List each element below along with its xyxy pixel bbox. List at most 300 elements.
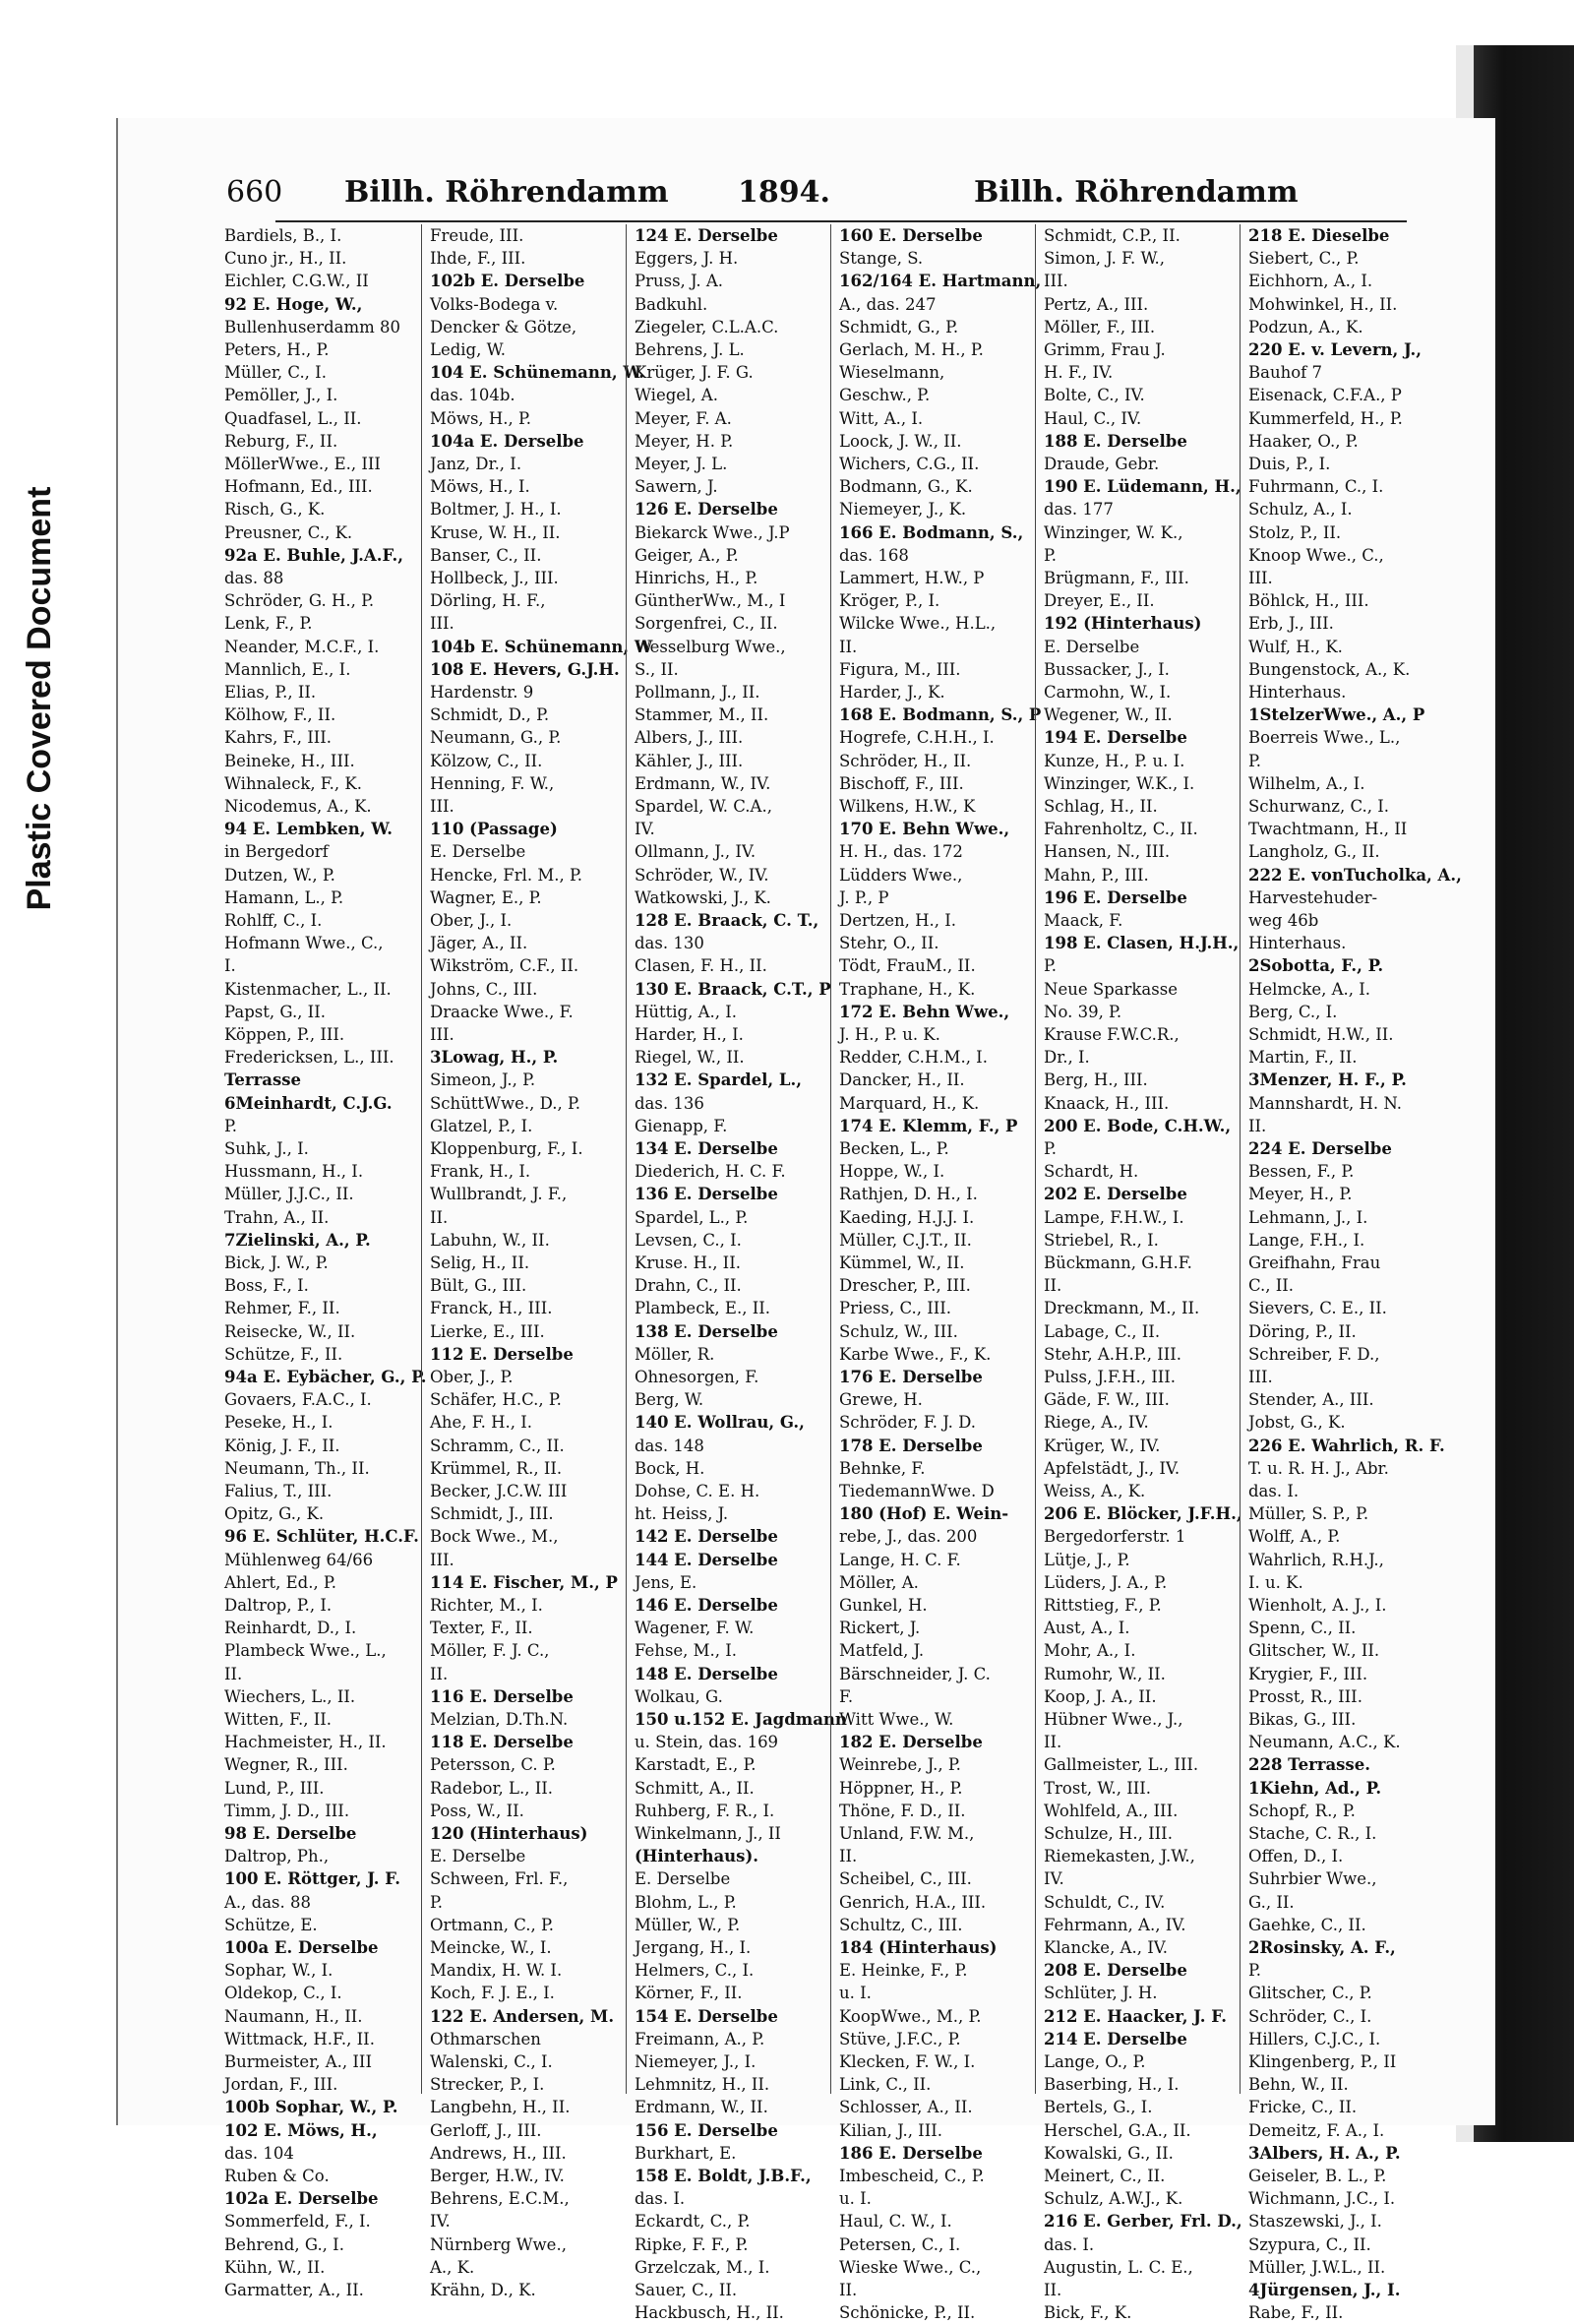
directory-entry: Volks-Bodega v.	[430, 294, 559, 314]
directory-entry: Mahn, P., III.	[1044, 865, 1149, 885]
directory-entry: Jens, E.	[635, 1572, 697, 1592]
directory-entry: Schopf, R., P.	[1248, 1801, 1356, 1820]
directory-entry: 116 E. Derselbe	[430, 1686, 574, 1706]
directory-entry: Opitz, G., K.	[224, 1504, 325, 1524]
directory-entry: Lange, F.H., I.	[1248, 1230, 1365, 1250]
directory-entry: Genrich, H.A., III.	[839, 1892, 987, 1912]
directory-entry: Niemeyer, J., K.	[839, 500, 967, 520]
directory-entry: Demeitz, F. A., I.	[1248, 2120, 1385, 2140]
directory-entry: 96 E. Schlüter, H.C.F.	[224, 1527, 419, 1547]
directory-entry: Stache, C. R., I.	[1248, 1824, 1377, 1843]
directory-entry: Sauer, C., II.	[635, 2281, 738, 2299]
directory-entry: Dancker, H., II.	[839, 1070, 965, 1090]
directory-entry: Sophar, W., I.	[224, 1961, 333, 1981]
directory-entry: Wegner, R., III.	[224, 1755, 348, 1775]
directory-entry: Burmeister, A., III	[224, 2052, 372, 2071]
directory-entry: Prosst, R., III.	[1248, 1686, 1362, 1706]
directory-entry: Mohwinkel, H., II.	[1248, 294, 1398, 314]
directory-entry: Mannshardt, H. N.	[1248, 1093, 1402, 1113]
directory-entry: Eggers, J. H.	[635, 249, 739, 269]
directory-entry: 4Jürgensen, J., I.	[1248, 2281, 1401, 2299]
directory-entry: Wikström, C.F., II.	[430, 956, 579, 976]
plastic-covered-text: Plastic Covered Document	[21, 486, 58, 911]
directory-entry: Schulz, A.W.J., K.	[1044, 2189, 1183, 2209]
directory-entry: Rabe, F., II.	[1248, 2303, 1344, 2323]
directory-entry: Mühlenweg 64/66	[224, 1550, 374, 1569]
directory-entry: Selig, H., II.	[430, 1254, 530, 1272]
directory-entry: Riemekasten, J.W.,	[1044, 1847, 1195, 1866]
directory-entry: Müller, S. P., P.	[1248, 1504, 1369, 1524]
directory-entry: 7Zielinski, A., P.	[224, 1230, 371, 1250]
directory-entry: E. Derselbe	[1044, 637, 1140, 656]
directory-entry: Schröder, C., I.	[1248, 2006, 1372, 2026]
directory-entry: 136 E. Derselbe	[635, 1185, 778, 1204]
directory-entry: Dohse, C. E. H.	[635, 1482, 760, 1500]
directory-entry: Lange, O., P.	[1044, 2052, 1146, 2071]
directory-entry: 160 E. Derselbe	[839, 226, 983, 245]
directory-entry: Möller, A.	[839, 1572, 919, 1592]
directory-entry: Johns, C., III.	[430, 979, 538, 999]
directory-entry: 102 E. Möws, H.,	[224, 2120, 378, 2140]
directory-entry: das. 136	[635, 1093, 704, 1113]
directory-entry: Riege, A., IV.	[1044, 1413, 1149, 1433]
directory-entry: Spardel, W. C.A.,	[635, 797, 772, 816]
directory-entry: Imbescheid, C., P.	[839, 2167, 985, 2185]
directory-entry: Neue Sparkasse	[1044, 979, 1178, 999]
directory-entry: Tödt, FrauM., II.	[839, 956, 976, 976]
directory-entry: Ober, J., I.	[430, 911, 513, 930]
directory-entry: Bessen, F., P.	[1248, 1162, 1355, 1182]
directory-entry: Rickert, J.	[839, 1619, 921, 1638]
page-number: 660	[226, 175, 283, 210]
directory-entry: Harvestehuder-	[1248, 887, 1378, 907]
directory-entry: Neumann, A.C., K.	[1248, 1733, 1401, 1752]
directory-entry: Gunkel, H.	[839, 1596, 928, 1615]
directory-entry: Behrens, J. L.	[635, 340, 745, 359]
directory-entry: Schulze, H., III.	[1044, 1824, 1173, 1843]
directory-entry: Wahrlich, R.H.J.,	[1248, 1550, 1384, 1569]
directory-entry: II.	[1044, 1733, 1062, 1752]
directory-entry: Rittstieg, F., P.	[1044, 1596, 1162, 1615]
directory-entry: Ober, J., P.	[430, 1368, 514, 1386]
directory-entry: II.	[224, 1664, 243, 1683]
directory-entry: Behrend, G., I.	[224, 2234, 344, 2254]
directory-entry: Falius, T., III.	[224, 1482, 333, 1500]
directory-entry: Aust, A., I.	[1044, 1619, 1130, 1638]
directory-entry: Beineke, H., III.	[224, 751, 355, 770]
directory-entry: Schlag, H., II.	[1044, 797, 1158, 816]
directory-entry: Boerreis Wwe., L.,	[1248, 728, 1401, 748]
directory-entry: das. 148	[635, 1436, 704, 1455]
directory-entry: 178 E. Derselbe	[839, 1436, 983, 1455]
directory-entry: Hansen, N., III.	[1044, 842, 1171, 862]
directory-entry: 146 E. Derselbe	[635, 1596, 778, 1615]
directory-entry: Ruben & Co.	[224, 2167, 330, 2185]
directory-entry: A., K.	[430, 2257, 475, 2277]
directory-entry: P.	[1248, 751, 1262, 770]
directory-entry: Dr., I.	[1044, 1048, 1090, 1068]
directory-entry: E. Derselbe	[430, 1847, 526, 1866]
directory-entry: Othmarschen	[430, 2029, 541, 2049]
directory-entry: Fredericksen, L., III.	[224, 1048, 394, 1068]
directory-entry: König, J. F., II.	[224, 1436, 340, 1455]
directory-entry: Duis, P., I.	[1248, 455, 1331, 473]
directory-entry: Wesselburg Wwe.,	[635, 637, 786, 656]
directory-entry: 92 E. Hoge, W.,	[224, 294, 363, 314]
directory-entry: P.	[430, 1892, 444, 1912]
directory-entry: Berger, H.W., IV.	[430, 2167, 565, 2185]
directory-entry: Henning, F. W.,	[430, 773, 555, 793]
directory-entry: Twachtmann, H., II	[1248, 820, 1408, 839]
directory-entry: Wieske Wwe., C.,	[839, 2257, 982, 2277]
directory-entry: Kruse, W. H., II.	[430, 522, 561, 542]
directory-entry: Rohlff, C., I.	[224, 911, 323, 930]
directory-entry: Kaeding, H.J.J. I.	[839, 1207, 975, 1227]
directory-entry: Hüttig, A., I.	[635, 1002, 738, 1021]
directory-entry: 112 E. Derselbe	[430, 1344, 574, 1364]
directory-entry: Timm, J. D., III.	[224, 1801, 350, 1820]
directory-entry: 1StelzerWwe., A., P	[1248, 705, 1425, 725]
directory-column-3	[626, 224, 847, 2323]
directory-entry: Berg, C., I.	[1248, 1002, 1338, 1021]
directory-entry: Govaers, F.A.C., I.	[224, 1390, 372, 1410]
directory-entry: Thöne, F. D., II.	[839, 1801, 966, 1820]
directory-entry: II.	[1248, 1116, 1267, 1135]
directory-entry: Eichhorn, A., I.	[1248, 272, 1373, 291]
directory-entry: Schardt, H.	[1044, 1162, 1139, 1182]
directory-entry: Greifhahn, Frau	[1248, 1254, 1381, 1272]
directory-entry: Podzun, A., K.	[1248, 317, 1363, 336]
directory-entry: 168 E. Bodmann, S., P	[839, 705, 1042, 725]
directory-entry: Labuhn, W., II.	[430, 1230, 550, 1250]
directory-entry: Peseke, H., I.	[224, 1413, 333, 1433]
directory-entry: 92a E. Buhle, J.A.F.,	[224, 545, 404, 565]
directory-entry: Krüger, J. F. G.	[635, 363, 754, 383]
directory-entry: 1Kiehn, Ad., P.	[1248, 1778, 1382, 1798]
directory-column-2	[421, 224, 653, 2299]
directory-entry: Hübner Wwe., J.,	[1044, 1710, 1183, 1729]
directory-entry: Nürnberg Wwe.,	[430, 2234, 567, 2254]
directory-entry: Schlüter, J. H.	[1044, 1984, 1158, 2003]
directory-entry: 142 E. Derselbe	[635, 1527, 778, 1547]
directory-entry: Diederich, H. C. F.	[635, 1162, 786, 1182]
directory-entry: 2Sobotta, F., P.	[1248, 956, 1384, 976]
directory-entry: Winzinger, W.K., I.	[1044, 773, 1195, 793]
directory-entry: Schäfer, H.C., P.	[430, 1390, 562, 1410]
directory-entry: Kähler, J., III.	[635, 751, 744, 770]
directory-entry: Berg, W.	[635, 1390, 704, 1410]
directory-entry: Sievers, C. E., II.	[1248, 1299, 1387, 1318]
directory-entry: Kühn, W., II.	[224, 2257, 326, 2277]
scan-margin-top	[0, 0, 1574, 45]
directory-column-4	[830, 224, 1042, 2323]
directory-entry: 144 E. Derselbe	[635, 1550, 778, 1569]
directory-entry: Walenski, C., I.	[430, 2052, 553, 2071]
directory-entry: Plambeck Wwe., L.,	[224, 1641, 387, 1661]
directory-entry: 98 E. Derselbe	[224, 1824, 357, 1843]
directory-entry: Erb, J., III.	[1248, 614, 1334, 634]
directory-entry: Simeon, J., P.	[430, 1070, 536, 1090]
directory-entry: 150 u.152 E. Jagdmann	[635, 1710, 847, 1729]
directory-entry: Traphane, H., K.	[839, 979, 976, 999]
directory-entry: Schramm, C., II.	[430, 1436, 565, 1455]
directory-entry: Witt, A., I.	[839, 408, 924, 428]
directory-entry: Suhk, J., I.	[224, 1139, 309, 1158]
directory-entry: Ohnesorgen, F.	[635, 1368, 759, 1386]
directory-entry: Kölhow, F., II.	[224, 705, 336, 725]
directory-entry: ht. Heiss, J.	[635, 1504, 729, 1524]
directory-entry: P.	[224, 1116, 238, 1135]
directory-entry: u. I.	[839, 1984, 872, 2003]
directory-entry: Kloppenburg, F., I.	[430, 1139, 583, 1158]
directory-entry: Ihde, F., III.	[430, 249, 526, 269]
directory-entry: Ripke, F. F., P.	[635, 2234, 749, 2254]
directory-entry: Reinhardt, D., I.	[224, 1619, 357, 1638]
directory-entry: Melzian, D.Th.N.	[430, 1710, 569, 1729]
directory-entry: Eisenack, C.F.A., P	[1248, 386, 1402, 405]
directory-entry: Schütze, E.	[224, 1915, 318, 1934]
directory-entry: Pulss, J.F.H., III.	[1044, 1368, 1177, 1386]
directory-entry: Lange, H. C. F.	[839, 1550, 961, 1569]
directory-entry: Janz, Dr., I.	[430, 455, 522, 473]
directory-entry: Cuno jr., H., II.	[224, 249, 347, 269]
directory-entry: Redder, C.H.M., I.	[839, 1048, 988, 1068]
directory-entry: 130 E. Braack, C.T., P	[635, 979, 831, 999]
directory-entry: Jordan, F., III.	[224, 2075, 338, 2095]
directory-entry: Wulf, H., K.	[1248, 637, 1343, 656]
directory-entry: Möws, H., I.	[430, 477, 530, 497]
directory-entry: Müller, C.J.T., II.	[839, 1230, 972, 1250]
directory-entry: Schulz, A., I.	[1248, 500, 1353, 520]
directory-entry: 184 (Hinterhaus)	[839, 1938, 998, 1957]
directory-entry: Hussmann, H., I.	[224, 1162, 364, 1182]
directory-entry: Marquard, H., K.	[839, 1093, 980, 1113]
directory-entry: Winzinger, W. K.,	[1044, 522, 1183, 542]
directory-entry: Boss, F., I.	[224, 1276, 309, 1296]
directory-entry: Fricke, C., II.	[1248, 2098, 1358, 2117]
directory-entry: Schreiber, F. D.,	[1248, 1344, 1380, 1364]
directory-entry: 218 E. Dieselbe	[1248, 226, 1390, 245]
directory-entry: Schmidt, C.P., II.	[1044, 226, 1180, 245]
directory-entry: TiedemannWwe. D	[839, 1482, 995, 1500]
directory-entry: Eckardt, C., P.	[635, 2212, 751, 2232]
directory-entry: H. H., das. 172	[839, 842, 963, 862]
directory-entry: Petersen, C., I.	[839, 2234, 961, 2254]
directory-entry: Simon, J. F. W.,	[1044, 249, 1166, 269]
directory-entry: J. H., P. u. K.	[839, 1025, 940, 1044]
directory-entry: Apfelstädt, J., IV.	[1044, 1458, 1180, 1478]
directory-entry: 3Lowag, H., P.	[430, 1048, 559, 1068]
directory-entry: Langholz, G., II.	[1248, 842, 1380, 862]
directory-entry: Haul, C. W., I.	[839, 2212, 952, 2232]
directory-entry: Krüger, W., IV.	[1044, 1436, 1161, 1455]
directory-entry: das. 177	[1044, 500, 1114, 520]
directory-entry: 192 (Hinterhaus)	[1044, 614, 1202, 634]
directory-entry: 190 E. Lüdemann, H.,	[1044, 477, 1241, 497]
directory-entry: Ahe, F. H., I.	[430, 1413, 533, 1433]
directory-entry: Bergedorferstr. 1	[1044, 1527, 1186, 1547]
directory-entry: Lütje, J., P.	[1044, 1550, 1130, 1569]
directory-entry: 198 E. Clasen, H.J.H.,	[1044, 934, 1240, 953]
directory-entry: Möller, F. J. C.,	[430, 1641, 550, 1661]
directory-entry: Möller, F., III.	[1044, 317, 1156, 336]
directory-entry: Hardenstr. 9	[430, 683, 534, 702]
directory-entry: Langbehn, H., II.	[430, 2098, 571, 2117]
directory-entry: Schmidt, H.W., II.	[1248, 1025, 1394, 1044]
directory-entry: S., II.	[635, 659, 679, 679]
directory-entry: Geschw., P.	[839, 386, 931, 405]
directory-entry: MöllerWwe., E., III	[224, 455, 381, 473]
directory-entry: Schurwanz, C., I.	[1248, 797, 1389, 816]
directory-entry: Augustin, L. C. E.,	[1044, 2257, 1193, 2277]
directory-entry: Hinrichs, H., P.	[635, 569, 758, 587]
directory-entry: Dörling, H. F.,	[430, 591, 546, 611]
directory-entry: Reisecke, W., II.	[224, 1321, 356, 1341]
directory-entry: Wienholt, A. J., I.	[1248, 1596, 1387, 1615]
directory-entry: 122 E. Andersen, M.	[430, 2006, 615, 2026]
directory-entry: Schween, Frl. F.,	[430, 1869, 569, 1889]
directory-entry: Terrasse	[224, 1070, 302, 1090]
directory-entry: Hachmeister, H., II.	[224, 1733, 387, 1752]
directory-entry: Schönicke, P., II.	[839, 2303, 976, 2323]
directory-entry: Preusner, C., K.	[224, 522, 353, 542]
directory-entry: Martin, F., II.	[1248, 1048, 1358, 1068]
directory-entry: Höppner, H., P.	[839, 1778, 963, 1798]
directory-entry: 224 E. Derselbe	[1248, 1139, 1392, 1158]
directory-entry: 216 E. Gerber, Frl. D.,	[1044, 2212, 1242, 2232]
directory-entry: Watkowski, J., K.	[635, 887, 771, 907]
directory-entry: Freude, III.	[430, 226, 524, 245]
directory-entry: Müller, J.W.L., II.	[1248, 2257, 1386, 2277]
directory-entry: Dertzen, H., I.	[839, 911, 956, 930]
directory-entry: Becker, J.C.W. III	[430, 1482, 568, 1500]
directory-entry: Peters, H., P.	[224, 340, 330, 359]
directory-entry: Bussacker, J., I.	[1044, 659, 1170, 679]
directory-entry: (Hinterhaus).	[635, 1847, 758, 1866]
directory-entry: Haaker, O., P.	[1248, 431, 1359, 451]
directory-entry: Bült, G., III.	[430, 1276, 527, 1296]
directory-entry: Hogrefe, C.H.H., I.	[839, 728, 995, 748]
directory-entry: 6Meinhardt, C.J.G.	[224, 1093, 393, 1113]
directory-entry: Burkhart, E.	[635, 2143, 737, 2163]
directory-page	[116, 118, 1495, 2323]
directory-entry: 228 Terrasse.	[1248, 1755, 1370, 1775]
directory-entry: das. 168	[839, 545, 909, 565]
directory-entry: 220 E. v. Levern, J.,	[1248, 340, 1423, 359]
directory-entry: Grzelczak, M., I.	[635, 2257, 770, 2277]
directory-entry: Haul, C., IV.	[1044, 408, 1142, 428]
directory-entry: Winkelmann, J., II	[635, 1824, 781, 1843]
directory-entry: Rumohr, W., II.	[1044, 1664, 1166, 1683]
directory-entry: Blohm, L., P.	[635, 1892, 737, 1912]
directory-entry: Risch, G., K.	[224, 500, 326, 520]
directory-entry: Grewe, H.	[839, 1390, 923, 1410]
directory-entry: III.	[430, 1550, 454, 1569]
directory-entry: Glitscher, C., P.	[1248, 1984, 1372, 2003]
directory-entry: Sommerfeld, F., I.	[224, 2212, 371, 2232]
directory-entry: Wagener, F. W.	[635, 1619, 755, 1638]
directory-entry: 102b E. Derselbe	[430, 272, 585, 291]
directory-entry: Krause F.W.C.R.,	[1044, 1025, 1180, 1044]
directory-entry: Körner, F., II.	[635, 1984, 743, 2003]
directory-entry: Wiechers, L., II.	[224, 1686, 356, 1706]
directory-entry: Striebel, R., I.	[1044, 1230, 1159, 1250]
directory-entry: Kröger, P., I.	[839, 591, 940, 611]
directory-entry: Drescher, P., III.	[839, 1276, 971, 1296]
directory-entry: Wilhelm, A., I.	[1248, 773, 1365, 793]
directory-entry: F.	[839, 1686, 854, 1706]
directory-entry: Bick, F., K.	[1044, 2303, 1132, 2323]
directory-entry: Bock, H.	[635, 1458, 705, 1478]
directory-entry: Wilcke Wwe., H.L.,	[839, 614, 997, 634]
directory-entry: rebe, J., das. 200	[839, 1527, 978, 1547]
directory-entry: Döring, P., II.	[1248, 1321, 1357, 1341]
directory-entry: Hinterhaus.	[1248, 683, 1347, 702]
directory-entry: Daltrop, Ph.,	[224, 1847, 330, 1866]
directory-entry: Loock, J. W., II.	[839, 431, 962, 451]
directory-entry: Carmohn, W., I.	[1044, 683, 1172, 702]
directory-entry: Schröder, W., IV.	[635, 865, 769, 885]
directory-entry: Neumann, Th., II.	[224, 1458, 370, 1478]
directory-entry: Möws, H., P.	[430, 408, 532, 428]
directory-entry: Poss, W., II.	[430, 1801, 524, 1820]
directory-entry: Bertels, G., I.	[1044, 2098, 1153, 2117]
page-header	[226, 175, 1387, 224]
directory-entry: Garmatter, A., II.	[224, 2281, 364, 2299]
directory-entry: 124 E. Derselbe	[635, 226, 778, 245]
directory-entry: Eichler, C.G.W., II	[224, 272, 369, 291]
directory-entry: 3Albers, H. A., P.	[1248, 2143, 1401, 2163]
directory-entry: 100b Sophar, W., P.	[224, 2098, 398, 2117]
directory-entry: Jergang, H., I.	[635, 1938, 752, 1957]
directory-entry: Lüders, J. A., P.	[1044, 1572, 1168, 1592]
directory-entry: Klingenberg, P., II	[1248, 2052, 1397, 2071]
directory-entry: Kilian, J., III.	[839, 2120, 942, 2140]
directory-entry: Stehr, A.H.P., III.	[1044, 1344, 1181, 1364]
directory-entry: Klancke, A., IV.	[1044, 1938, 1169, 1957]
directory-entry: III.	[1248, 1368, 1273, 1386]
directory-entry: Mohr, A., I.	[1044, 1641, 1136, 1661]
directory-entry: Maack, F.	[1044, 911, 1123, 930]
directory-entry: Berg, H., III.	[1044, 1070, 1148, 1090]
directory-entry: Bolte, C., IV.	[1044, 386, 1145, 405]
directory-entry: 200 E. Bode, C.H.W.,	[1044, 1116, 1232, 1135]
directory-entry: Stange, S.	[839, 249, 924, 269]
directory-entry: 114 E. Fischer, M., P	[430, 1572, 618, 1592]
directory-entry: 2Rosinsky, A. F.,	[1248, 1938, 1396, 1957]
directory-entry: E. Derselbe	[635, 1869, 731, 1889]
directory-entry: III.	[430, 797, 454, 816]
directory-entry: 118 E. Derselbe	[430, 1733, 574, 1752]
directory-entry: 166 E. Bodmann, S.,	[839, 522, 1024, 542]
directory-entry: 156 E. Derselbe	[635, 2120, 778, 2140]
directory-entry: Bardiels, B., I.	[224, 226, 342, 245]
directory-entry: Schuldt, C., IV.	[1044, 1892, 1166, 1912]
directory-entry: Bikas, G., III.	[1248, 1710, 1357, 1729]
directory-entry: 126 E. Derselbe	[635, 500, 778, 520]
directory-entry: E. Heinke, F., P.	[839, 1961, 968, 1981]
directory-column-1	[216, 224, 427, 2299]
directory-entry: Spenn, C., II.	[1248, 1619, 1357, 1638]
directory-entry: SchüttWwe., D., P.	[430, 1093, 581, 1113]
directory-entry: Kistenmacher, L., II.	[224, 979, 392, 999]
directory-entry: IV.	[635, 820, 655, 839]
directory-entry: Pollmann, J., II.	[635, 683, 760, 702]
directory-entry: Scheibel, C., III.	[839, 1869, 972, 1889]
directory-entry: No. 39, P.	[1044, 1002, 1122, 1021]
directory-entry: Drahn, C., II.	[635, 1276, 742, 1296]
directory-entry: II.	[839, 1847, 858, 1866]
